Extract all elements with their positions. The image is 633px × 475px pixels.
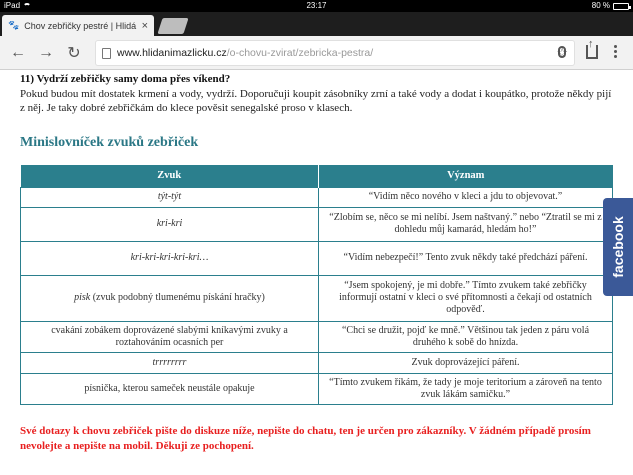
page-info-icon[interactable]	[102, 48, 111, 59]
meaning-cell: Zvuk doprovázející páření.	[319, 352, 613, 373]
battery-icon	[613, 3, 629, 10]
bookmark-star-icon[interactable]: ☆	[556, 45, 568, 60]
section-title: Minislovníček zvuků zebřiček	[20, 135, 199, 150]
url-host: www.hlidanimazlicku.cz	[117, 47, 227, 59]
microphone-icon[interactable]	[558, 46, 566, 58]
back-arrow-icon[interactable]: ←	[10, 44, 26, 61]
sounds-table	[20, 165, 613, 405]
meaning-cell: “Jsem spokojený, je mi dobře.” Tímto zvukem také zebřičky informují ostatní v kleci o své přítomnosti a čekají od ostatních odpověď.	[319, 275, 613, 321]
reload-icon[interactable]: ↻	[67, 45, 81, 62]
status-bar	[0, 0, 633, 12]
table-row	[21, 321, 613, 352]
paw-favicon-icon: 🐾	[8, 20, 20, 30]
sound-cell: týt-týt	[21, 187, 319, 207]
facebook-label: facebook	[610, 216, 626, 278]
sound-cell: trrrrrrrr	[21, 352, 319, 373]
sound-cell: písnička, kterou sameček neustále opakuje	[21, 373, 319, 404]
sound-cell: kri-kri-kri-kri-kri…	[21, 241, 319, 275]
meaning-cell: “Vidím nebezpečí!” Tento zvuk někdy také předchází páření.	[319, 241, 613, 275]
header-zvuk: Zvuk	[21, 165, 319, 187]
forward-arrow-icon[interactable]: →	[38, 44, 54, 61]
table-row	[21, 275, 613, 321]
url-text[interactable]	[117, 47, 550, 59]
menu-dots-icon[interactable]	[614, 45, 618, 58]
table-header-row	[21, 165, 613, 187]
browser-tab[interactable]	[2, 15, 154, 36]
sound-cell-rest: (zvuk podobný tlumenému pískání hračky)	[90, 292, 265, 303]
table-row	[21, 241, 613, 275]
share-icon[interactable]	[586, 45, 598, 59]
answer-paragraph: Pokud budou mít dostatek krmení a vody, vydrží. Doporučuji koupit zásobníky zrní a také vody a dodat i koupátko, protože někdy pijí z něj. Je taky dobré zebřičkám do klece pověsit senegalské proso v klasech.	[20, 88, 612, 114]
sound-cell	[21, 275, 319, 321]
table-row	[21, 207, 613, 241]
tab-title: Chov zebřičky pestré | Hlidá	[24, 20, 137, 31]
page-content	[0, 70, 633, 475]
url-path: /o-chovu-zvirat/zebricka-pestra/	[226, 47, 374, 59]
question-heading: 11) Vydrží zebřičky samy doma přes víkend?	[20, 73, 231, 85]
battery-percent: 80 %	[591, 1, 610, 10]
facebook-tab[interactable]	[603, 198, 633, 296]
browser-toolbar	[0, 36, 633, 70]
device-name: iPad	[4, 1, 21, 10]
meaning-cell: “Vidím něco nového v kleci a jdu to objevovat.”	[319, 187, 613, 207]
table-row	[21, 352, 613, 373]
status-time: 23:17	[306, 1, 327, 10]
new-tab-button[interactable]	[157, 18, 188, 34]
table-row	[21, 187, 613, 207]
status-right	[592, 0, 629, 12]
meaning-cell: “Tímto zvukem říkám, že tady je moje teritorium a zároveň na tento zvuk lákám samičku.”	[319, 373, 613, 404]
address-bar[interactable]	[96, 41, 574, 65]
sound-cell-italic: pisk	[74, 292, 91, 303]
tab-strip	[0, 12, 633, 36]
discussion-notice: Své dotazy k chovu zebřiček pište do diskuze níže, nepište do chatu, ten je určen pro zákazníky. V žádném případě prosím nevolejte a nepište na mobil. Děkuji ze pochopení.	[20, 425, 591, 452]
meaning-cell: “Chci se družit, pojď ke mně.” Většinou tak jeden z páru volá druhého k sobě do hnízda.	[319, 321, 613, 352]
header-vyznam: Význam	[319, 165, 613, 187]
sound-cell: kri-kri	[21, 207, 319, 241]
tab-close-icon[interactable]: ×	[141, 19, 148, 32]
table-row	[21, 373, 613, 404]
sound-cell: cvakání zobákem doprovázené slabými kníkavými zvuky a roztahováním ocasních per	[21, 321, 319, 352]
meaning-cell: “Zlobím se, něco se mi nelíbí. Jsem naštvaný.” nebo “Ztratil se mi z dohledu můj kamarád, hledám ho!”	[319, 207, 613, 241]
